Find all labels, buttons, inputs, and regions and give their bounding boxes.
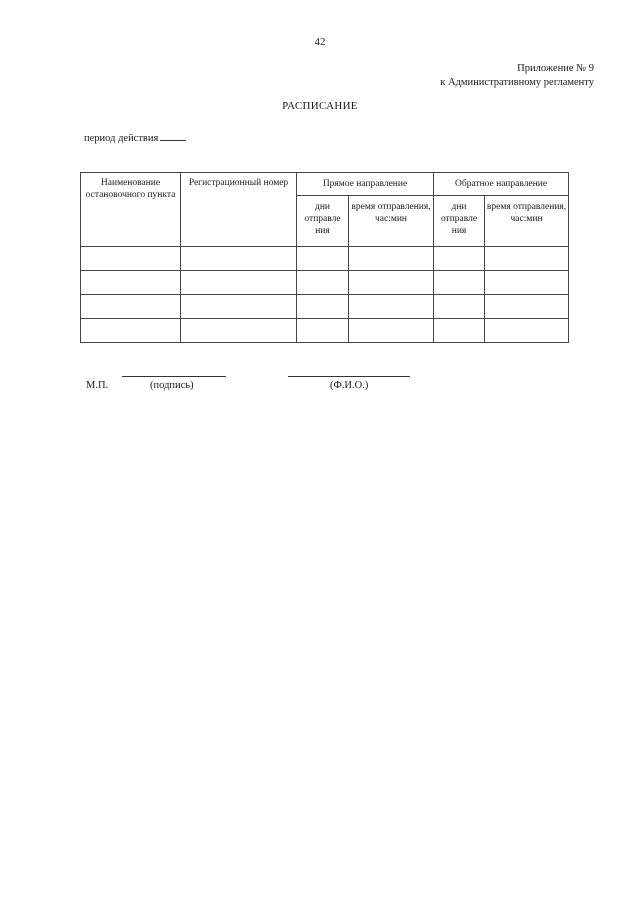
table-row bbox=[81, 295, 569, 319]
period-label: период действия bbox=[84, 133, 159, 144]
table-row bbox=[81, 247, 569, 271]
table-cell bbox=[81, 271, 181, 295]
header-forward-direction: Прямое направление bbox=[297, 173, 434, 196]
period-blank-field bbox=[160, 131, 186, 141]
table-cell bbox=[434, 295, 485, 319]
schedule-table bbox=[80, 172, 569, 343]
table-cell bbox=[485, 271, 569, 295]
table-cell bbox=[349, 295, 434, 319]
signature-caption: (подпись) bbox=[150, 380, 194, 391]
period-of-validity bbox=[84, 131, 186, 144]
header-stop-name: Наименование остановочного пункта bbox=[81, 173, 181, 247]
appendix-line-2: к Административному регламенту bbox=[440, 77, 594, 88]
table-cell bbox=[485, 247, 569, 271]
header-backward-direction: Обратное направление bbox=[434, 173, 569, 196]
table-cell bbox=[181, 271, 297, 295]
header-backward-days: дни отправле ния bbox=[434, 196, 485, 247]
table-cell bbox=[297, 271, 349, 295]
table-cell bbox=[434, 271, 485, 295]
appendix-line-1: Приложение № 9 bbox=[517, 63, 594, 74]
table-cell bbox=[297, 319, 349, 343]
table-cell bbox=[81, 319, 181, 343]
schedule-body bbox=[81, 247, 569, 343]
name-line bbox=[288, 376, 410, 377]
table-cell bbox=[349, 319, 434, 343]
header-registration-number: Регистрационный номер bbox=[181, 173, 297, 247]
page-number: 42 bbox=[314, 36, 326, 48]
header-forward-days: дни отправле ния bbox=[297, 196, 349, 247]
full-name-caption: (Ф.И.О.) bbox=[330, 380, 369, 391]
table-cell bbox=[297, 295, 349, 319]
table-cell bbox=[434, 319, 485, 343]
table-cell bbox=[181, 319, 297, 343]
table-cell bbox=[181, 295, 297, 319]
header-forward-time: время отправления, час:мин bbox=[349, 196, 434, 247]
table-cell bbox=[181, 247, 297, 271]
table-cell bbox=[485, 295, 569, 319]
table-cell bbox=[349, 247, 434, 271]
appendix-reference bbox=[440, 62, 594, 90]
table-cell bbox=[297, 247, 349, 271]
signature-line bbox=[122, 376, 226, 377]
table-cell bbox=[434, 247, 485, 271]
table-cell bbox=[81, 247, 181, 271]
seal-place-label: М.П. bbox=[86, 380, 109, 391]
document-title: РАСПИСАНИЕ bbox=[282, 100, 358, 112]
table-cell bbox=[349, 271, 434, 295]
header-backward-time: время отправления, час:мин bbox=[485, 196, 569, 247]
table-row bbox=[81, 271, 569, 295]
table-cell bbox=[485, 319, 569, 343]
table-cell bbox=[81, 295, 181, 319]
table-row bbox=[81, 319, 569, 343]
